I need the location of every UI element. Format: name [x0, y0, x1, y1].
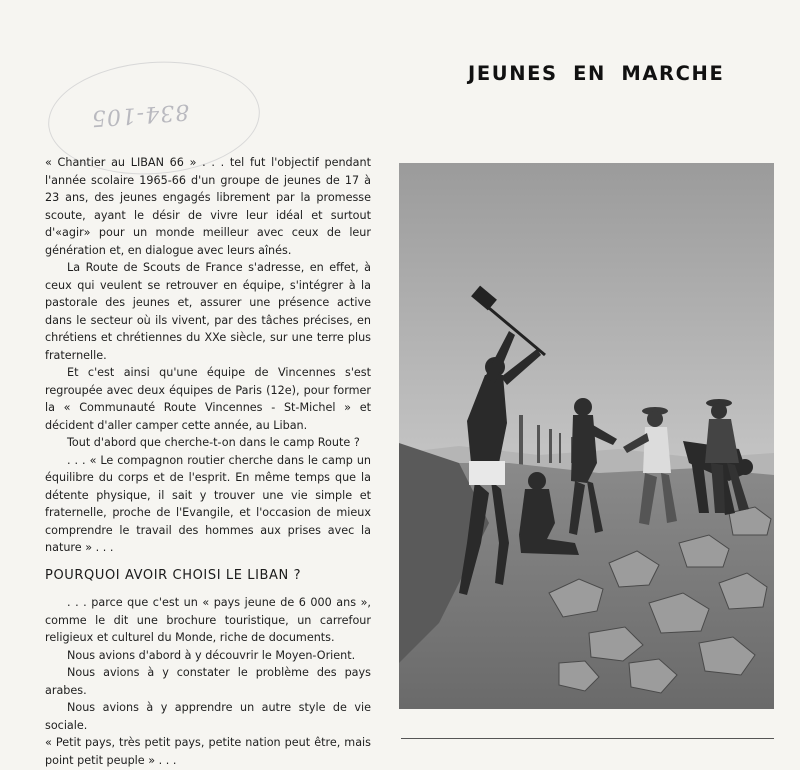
paragraph-pays-arabes: Nous avions à y constater le problème des pays arabes.	[45, 666, 371, 697]
paragraph-pays-jeune: . . . parce que c'est un « pays jeune de 6 000 ans », comme le dit une brochure touristique, un carrefour religieux et culturel du Monde, riche de documents.	[45, 596, 371, 644]
paragraph-route: La Route de Scouts de France s'adresse, en effet, à ceux qui veulent se retrouver en équipe, s'intégrer à la pastorale des jeunes et, assurer une présence active dans le secteur où ils vivent, par des tâches précises, en chrétiens et chrétiennes du XXe siècle, sur une terre plus fraternelle.	[45, 261, 371, 362]
section-heading: POURQUOI AVOIR CHOISI LE LIBAN ?	[45, 568, 302, 583]
paragraph-moyen-orient: Nous avions d'abord à y découvrir le Moyen-Orient.	[67, 648, 356, 662]
paragraph-vincennes: Et c'est ainsi qu'une équipe de Vincennes s'est regroupée avec deux équipes de Paris (12e), pour former la « Communauté Route Vincennes - St-Michel » et décident d'aller camper cette année, au Liban.	[45, 366, 371, 432]
article-body-2	[45, 594, 371, 769]
paragraph-intro: « Chantier au LIBAN 66 » . . . tel fut l'objectif pendant l'année scolaire 1965-66 d'un groupe de jeunes de 17 à 23 ans, des jeunes engagés librement par la promesse scoute, ayant le désir de vivre leur idéal et surtout d'«agir» pour un monde meilleur avec ceux de leur génération et, en dialogue avec leurs aînés.	[45, 156, 371, 257]
photo-workers-icon	[399, 163, 774, 709]
paragraph-style-vie: Nous avions à y apprendre un autre style de vie sociale.	[45, 701, 371, 732]
paragraph-question: Tout d'abord que cherche-t-on dans le camp Route ?	[67, 436, 360, 449]
paragraph-petit-pays: « Petit pays, très petit pays, petite nation peut être, mais point petit peuple » . . .	[45, 736, 371, 767]
article-body-1	[45, 154, 371, 557]
paragraph-compagnon: . . . « Le compagnon routier cherche dans le camp un équilibre du corps et de l'esprit. En même temps que la détente physique, il sait y trouver une vie simple et fraternelle, proche de l'Evangile, et l'occasion de mieux comprendre le travail des hommes aux prises avec la nature » . . .	[45, 453, 371, 554]
bottom-rule	[401, 738, 774, 739]
page-title: JEUNES EN MARCHE	[468, 62, 725, 85]
stamp-text: 834-105	[89, 98, 190, 131]
